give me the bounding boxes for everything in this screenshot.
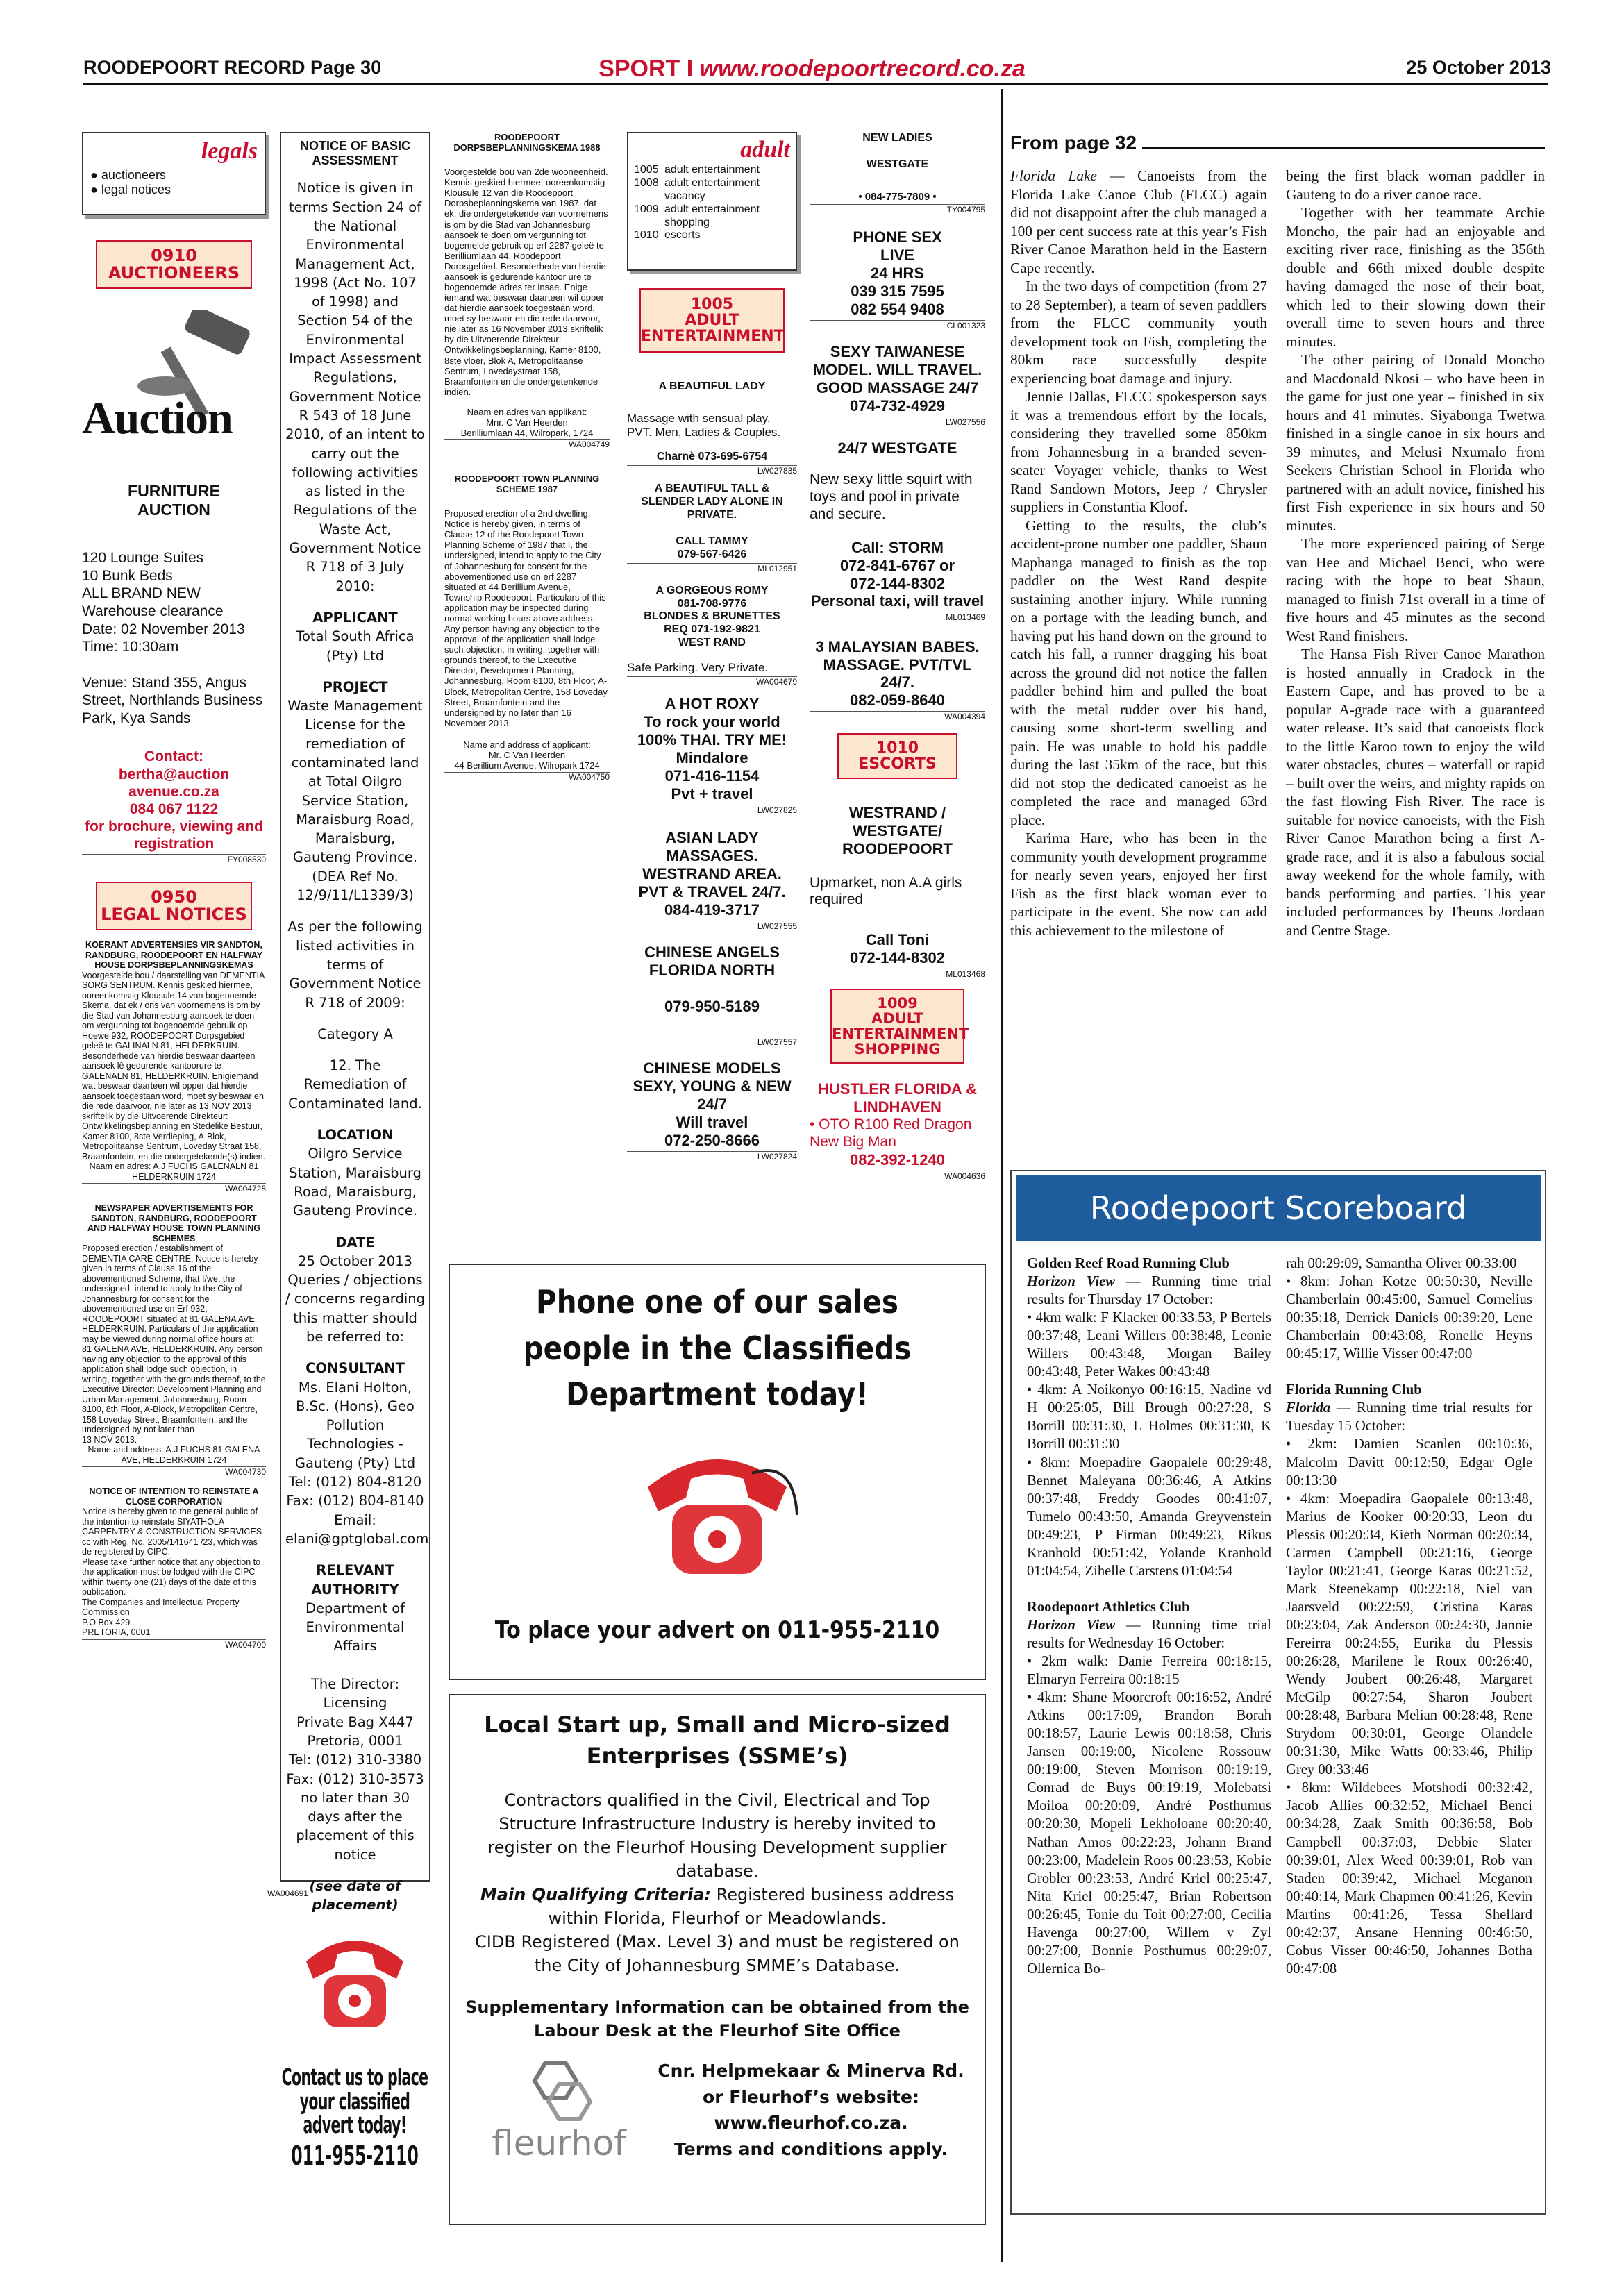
- ad-ref: FY008530: [82, 854, 266, 864]
- telephone-icon: [292, 1920, 417, 2038]
- escorts-heading: 1010 ESCORTS: [837, 733, 957, 779]
- fleurhof-logo-text: fleurhof: [492, 2123, 626, 2164]
- ad-body: Massage with sensual play. PVT. Men, Ladies & Couples.: [627, 412, 781, 439]
- auction-logo-text: Auction: [82, 393, 233, 444]
- ssme-title: Local Start up, Small and Micro-sized Enterprises (SSME’s): [484, 1711, 951, 1769]
- article-paragraph: Together with her teammate Archie Moncho, the pair had an enjoyable and exciting river race, finishing as the 356th double and 66th mixed double despite having damaged the nose of their boat, which led to their slowing down their overall time to seven hours and three minutes.: [1286, 204, 1545, 350]
- ssme-body: Contractors qualified in the Civil, Electrical and Top Structure Infrastructure Industry is hereby invited to register on the Fleurhof Housing Development supplier database.: [487, 1790, 947, 1881]
- shopping-heading: 1009 ADULT ENTERTAINMENT SHOPPING: [830, 989, 964, 1064]
- ssme-supplementary: Supplementary Information can be obtained from the Labour Desk at the Fleurhof Site Office: [465, 1997, 969, 2041]
- adult-title: adult: [740, 137, 790, 162]
- activity-category: Category A: [317, 1025, 393, 1042]
- ad-ref: WA004691: [267, 1888, 308, 1898]
- ad-ref: WA004636: [810, 1171, 985, 1181]
- fleurhof-logo: [465, 2056, 653, 2163]
- ssme-cidb: CIDB Registered (Max. Level 3) and must be registered on the City of Johannesburg SMME’s Database.: [475, 1932, 960, 1976]
- auction-details: 120 Lounge Suites 10 Bunk Beds ALL BRAND NEW Warehouse clearance Date: 02 November 2013 Time: 10:30am Venue: Stand 355, Angus Street, Northlands Business Park, Kya Sands: [82, 550, 263, 726]
- header-rule: [83, 83, 1548, 85]
- adult-entertainment-heading: 1005 ADULT ENTERTAINMENT: [639, 288, 785, 353]
- ssme-address: Cnr. Helpmekaar & Minerva Rd. or Fleurhof’s website: www.fleurhof.co.za. Terms and conditions apply.: [658, 2061, 964, 2159]
- legals-item: ● legal notices: [90, 183, 171, 197]
- classifieds-headline: Phone one of our sales people in the Classifieds Department today!: [523, 1283, 912, 1414]
- article-continued-header: [1010, 132, 1545, 154]
- telephone-icon: [627, 1432, 807, 1584]
- scoreboard-title: Roodepoort Scoreboard: [1016, 1175, 1541, 1241]
- koerant-title: KOERANT ADVERTENSIES VIR SANDTON, RANDBURG, ROODEPOORT EN HALFWAY HOUSE DORPSBEPLANNINGSKEMAS: [85, 940, 263, 970]
- article-paragraph: The Hansa Fish River Canoe Marathon is hosted annually in Cradock in the Eastern Cape, and has proved to be a popular A-grade race with a guaranteed water release. It’s said that canoeists flock to the little Karoo town to enjoy the wild water obstacles, chutes – waterfall or rapid – built over the weirs, and mighty rapids on the fast flowing Fish River. The race is suitable for novice canoeists, with the Fish River Canoe Marathon being a first A-grade race, and it is also a fabulous social away weekend for the whole family, with bands performing and parties. This year included performances by Theuns Jordaan and Centre Stage.: [1286, 646, 1545, 939]
- ad-ref: ML012951: [627, 563, 797, 573]
- ad-block: CHINESE MODELS SEXY, YOUNG & NEW 24/7 Will travel 072-250-8666: [633, 1059, 792, 1149]
- ad-title: A BEAUTIFUL LADY: [658, 380, 766, 393]
- ad-block: CHINESE ANGELS FLORIDA NORTH 079-950-5189: [644, 944, 780, 1015]
- adult-index-item: 1009 adult entertainment shopping: [634, 203, 760, 228]
- adult-index-item: 1005 adult entertainment: [634, 164, 760, 176]
- ad-contact: • 084-775-7809 •: [858, 190, 937, 203]
- scoreboard-column-1: Golden Reef Road Running Club Horizon View — Running time trial results for Thursday 17 October: • 4km walk: F Klacker 00:33.53, P Bertels 00:37:48, Leani Willers 00:38:48, Leonie Willers 00:43:48, Morgan Bailey 00:43:48, Peter Wakes 00:43:48 • 4km: A Noikonyo 00:16:15, Nadine vd H 00:25:05, Bill Brough 00:27:28, S Borrill 00:31:30, L Holmes 00:31:30, K Borrill 00:31:30 • 8km: Moepadire Gaopalele 00:29:48, Bennet Maleyana 00:36:46, A Atkins 00:37:48, Freddy Goodes 00:41:07, Tumelo 00:43:50, Amanda Greyvenstein 00:49:23, P Firman 00:49:23, Rikus Kranhold 00:51:42, Yolande Kranhold 01:04:54, Zihelle Carstens 01:04:54 Roodepoort Athletics Club Horizon View — Running time trial results for Wednesday 16 October: • 2km walk: Danie Ferreira 00:18:15, Elmaryn Ferreira 00:18:15 • 4km: Shane Moorcroft 00:16:52, André Atkins 00:17:09, Brandon Borah 00:18:57, Laurie Lewis 00:18:58, Chris Jansen 00:19:00, Nicolene Rossouw 00:19:00, Steven Morrison 00:19:19, Conrad de Buys 00:19:19, Molebatsi Moiloa 00:20:09, André Posthumus 00:20:30, Mopeli Lekholoane 00:20:40, Nathan Amos 00:22:23, Johann Brand 00:23:00, Madelein Roos 00:23:53, Kobie Grobler 00:23:53, André Kriel 00:25:47, Nita Kriel 00:25:47, Brian Robertson 00:26:45, Tonie du Toit 00:27:00, Cecilia Havenga 00:27:00, Willem v Zyl 00:27:00, Bonnie Posthumus 00:29:07, Ollernica Bo-: [1027, 1256, 1271, 1977]
- ad-ref: WA004728: [82, 1183, 266, 1193]
- project-details: Waste Management License for the remediation of contaminated land at Total Oilgro Service Station, Maraisburg Road, Maraisburg, Gauteng Province. (DEA Ref No. 12/9/11/L1339/3): [287, 698, 423, 904]
- town-planning-applicant: Name and address of applicant: Mr. C Van Heerden 44 Berillium Avenue, Wilropark 1724: [454, 739, 600, 771]
- ad-ref: WA004749: [444, 439, 610, 450]
- from-page-rule: [1142, 147, 1545, 149]
- ad-body: Upmarket, non A.A girls required: [810, 874, 962, 908]
- scoreboard-box: [1010, 1170, 1546, 2215]
- article-paragraph: Florida Lake — Canoeists from the Florida Lake Canoe Club (FLCC) again did not disappoint after the club managed a 100 per cent success rate at this year’s Fish River Canoe Marathon held in the Eastern Cape recently.: [1010, 167, 1267, 276]
- small-phone-ad[interactable]: [274, 1902, 435, 2249]
- ad-ref: LW027557: [627, 1037, 797, 1047]
- ad-title: HUSTLER FLORIDA & LINDHAVEN: [818, 1080, 977, 1116]
- dorpsbeplanning-applicant: Naam en adres van applikant: Mnr. C Van Heerden Berilliumlaan 44, Wilropark, 1724: [460, 406, 594, 439]
- ad-ref: CL001323: [810, 320, 985, 330]
- ad-block: PHONE SEX LIVE 24 HRS 039 315 7595 082 554 9408: [851, 228, 944, 319]
- article-paragraph: Karima Hare, who has been in the community youth development programme for nearly seven years, enjoyed her first Fish as the first black woman ever to participate in the event. She now can add this achievement to the milestone of: [1010, 830, 1267, 939]
- issue-date: 25 October 2013: [1406, 57, 1551, 78]
- koerant-address: Naam en adres: A.J FUCHS GALENALN 81 HELDERKRUIN 1724: [89, 1162, 259, 1182]
- dorpsbeplanning-title: ROODEPOORT DORPSBEPLANNINGSKEMA 1988: [453, 132, 601, 153]
- newspaper-address: Name and address: A.J FUCHS 81 GALENA AVE, HELDERKRUIN 1724: [87, 1445, 260, 1465]
- small-phone-ad-number: 011-955-2110: [291, 2140, 419, 2171]
- ad-ref: LW027835: [627, 465, 797, 476]
- classifieds-phone-ad[interactable]: [449, 1264, 986, 1680]
- ad-contact: Call Toni 072-144-8302: [849, 931, 945, 967]
- ad-ref: LW027555: [627, 921, 797, 931]
- ad-ref: WA004730: [82, 1466, 266, 1477]
- ad-ref: WA004700: [82, 1639, 266, 1650]
- ad-ref: LW027824: [627, 1151, 797, 1162]
- article-paragraph: Getting to the results, the club’s accident-prone number one paddler, Shaun Maphanga managed to finish as the top paddler on the West Rand despite sustaining another injury. While running on a portage with the leading bunch, and having put his hand down on the ground to catch his fall, a runner dragging his boat across the ground did not notice the fallen paddler behind him and pulled the boat with the metal rudder over his hand, causing some short-term swelling and pain. He was unable to hold his paddle during the last 35km of the race, but this did not stop the dedicated canoeist as he completed the race and managed 63rd place.: [1010, 517, 1267, 828]
- ad-block: A BEAUTIFUL TALL & SLENDER LADY ALONE IN PRIVATE. CALL TAMMY 079-567-6426: [641, 483, 783, 560]
- article-column-1: [1010, 167, 1267, 939]
- website-link[interactable]: www.roodepoortrecord.co.za: [699, 56, 1026, 82]
- ssme-criteria: Main Qualifying Criteria: Registered business address within Florida, Fleurhof or Meadowlands.: [480, 1884, 955, 1928]
- dorpsbeplanning-body: Voorgestelde bou van 2de wooneenheid. Kennis geskied hiermee, ooreenkomstig Klousule 12 van die Roodepoort Dorpsbeplanningskema van 1987, dat ek, die ondergetekende van voornemens is om by die Stad van Johannesburg aansoek te doen om vergunning tot bogemelde gebruik op erf 2287 geleë te Berilliumlaan 44, Roodepoort Dorpsgebied. Besonderhede van hierdie aansoek is gedurende kantoor ure te bogenoemde adres ter insae. Enige iemand wat beswaar daarteen wil opper dat hierdie aansoek toegestaan word, moet sy beswaar en die rede daarvoor, nie later as 16 November 2013 skriftelik by die Uitvoerende Direkteur: Ontwikkelingsbeplanning, Kamer 8100, 8ste vloer, Blok A, Metropolitaanse Sentrum, Lovedaystraat 158, Braamfontein en die ondergetenkende indien.: [444, 167, 608, 397]
- authority-details: Department of Environmental Affairs The Director: Licensing Private Bag X447 Pretoria, 0001 Tel: (012) 310-3380 Fax: (012) 310-3573 no later than 30 days after the placement of this notice: [286, 1600, 424, 1863]
- town-planning-title: ROODEPOORT TOWN PLANNING SCHEME 1987: [454, 474, 600, 495]
- ad-ref: LW027825: [627, 805, 797, 815]
- ad-block: A HOT ROXY To rock your world 100% THAI. TRY ME! Mindalore 071-416-1154 Pvt + travel: [637, 695, 787, 803]
- auction-title: FURNITURE AUCTION: [128, 482, 220, 519]
- ad-contact: Charnè 073-695-6754: [656, 451, 768, 463]
- section-header: SPORT I www.roodepoortrecord.co.za: [598, 56, 1026, 82]
- date-heading: DATE: [335, 1234, 375, 1250]
- ad-block: ASIAN LADY MASSAGES. WESTRAND AREA. PVT & TRAVEL 24/7. 084-419-3717: [638, 829, 786, 919]
- article-paragraph: In the two days of competition (from 27 to 28 September), a team of seven paddlers from the FLCC community youth development took on Fish, completing the 80km race successfully despite experiencing boat damage and injury.: [1010, 278, 1267, 387]
- ad-block: A GORGEOUS ROMY 081-708-9776 BLONDES & BRUNETTES REQ 071-192-9821 WEST RAND: [644, 584, 780, 649]
- ssme-ad[interactable]: [449, 1694, 986, 2225]
- activity-remediation: 12. The Remediation of Contaminated land.: [288, 1057, 422, 1112]
- koerant-body: Voorgestelde bou / daarstelling van DEMENTIA SORG SENTRUM. Kennis geskied hiermee, ooreenkomstig Klousule 14 van bogenoemde Skema, dat ek / ons van voornemens is om by die Stad van Johannesburg aansoek te doen om vergunning tot bogenoemde gebruik op Hoewe 932, ROODEPOORT Dorpsgebied geleë te GALINALN 81, HELDERKRUIN. Besonderhede van hierdie beswaar daarteen aansoek lê gedurende kantoorure te GALENALN 81, HELDERKRUIN. Enigiemand wat beswaar daarteen wil opper dat hierdie aansoek toegestaan word, moet sy beswaar en die rede daarvoor, nie later as 13 NOV 2013 skriftelik by die Uitvoerende Direkteur: Ontwikkelingsbeplanning en Stedelike Bestuur, Kamer 8100, 8ste Verdieping, A-Blok, Metropolitaanse Sentrum, Loveday Straat 158, Braamfontein, en die ondergetekende(s) indien.: [82, 970, 266, 1162]
- auction-logo: [82, 310, 266, 449]
- classifieds-number: To place your advert on 011-955-2110: [494, 1616, 940, 1645]
- ad-ref: TY004795: [810, 204, 985, 215]
- ad-contact: 082-392-1240: [849, 1150, 945, 1168]
- town-planning-body: Proposed erection of a 2nd dwelling. Notice is hereby given, in terms of Clause 12 of the Roodepoort Town Planning Scheme of 1987 that I, the undersigned, intend to apply to the City of Johannesburg for consent for the abovementioned use on erf 2287 situated at 44 Berillium Avenue, Township Roodepoort. Particulars of this application may be inspected during normal working hours above address. Any person having any objection to the approval of the application shall lodge such objection, in writing, together with grounds thereof, to the Executive Director, Development Planning, Johannesburg, Room 8100, 8th Floor, A-Block, Metropolitan Centre, 158 Loveday Street, Braamfontein and the undersigned by no later than 16 November 2013.: [444, 508, 608, 728]
- column-legals: [82, 132, 266, 1650]
- consultant-heading: CONSULTANT: [305, 1360, 405, 1377]
- newspaper-title: NEWSPAPER ADVERTISEMENTS FOR SANDTON, RANDBURG, ROODEPOORT AND HALFWAY HOUSE TOWN PLANNING SCHEMES: [87, 1203, 261, 1243]
- intention-title: NOTICE OF INTENTION TO REINSTATE A CLOSE CORPORATION: [89, 1486, 259, 1507]
- adult-index-item: 1008 adult entertainment vacancy: [634, 176, 760, 202]
- notice-title: NOTICE OF BASIC ASSESSMENT: [299, 139, 410, 167]
- column-adult: [627, 132, 797, 1162]
- ad-ref: LW027556: [810, 417, 985, 427]
- ad-title: 24/7 WESTGATE: [837, 439, 957, 458]
- consultant-details: Ms. Elani Holton, B.Sc. (Hons), Geo Pollution Technologies - Gauteng (Pty) Ltd Tel: (012) 804-8120 Fax: (012) 804-8140 Email: elani@gptglobal.com: [285, 1379, 429, 1547]
- authority-heading: RELEVANT AUTHORITY: [311, 1562, 399, 1598]
- adult-index-item: 1010 escorts: [634, 229, 701, 242]
- legals-index-box: [82, 132, 266, 215]
- ad-contact: Call: STORM 072-841-6767 or 072-144-8302 Personal taxi, will travel: [810, 538, 985, 610]
- hexagon-logo-icon: [517, 2056, 601, 2126]
- intention-body: Notice is hereby given to the general public of the intention to reinstate SIYATHOLA CARPENTRY & CONSTRUCTION SERVICES cc with Reg. No. 2005/141641 /23, which was de-registered by CIPC. Please take further notice that any objection to the application must be lodged with the CIPC within twenty one (21) days of the date of this publication. The Companies and Intellectual Property Commission P.O Box 429 PRETORIA, 0001: [82, 1507, 262, 1638]
- ad-note: Safe Parking. Very Private.: [627, 661, 769, 675]
- auctioneers-heading: 0910 AUCTIONEERS: [96, 240, 252, 289]
- scoreboard-column-2: rah 00:29:09, Samantha Oliver 00:33:00 • 8km: Johan Kotze 00:50:30, Neville Chamberlain 00:45:00, Samuel Cornelius 00:35:18, Derrick Daniels 00:39:20, Lene Chamberlain 00:43:08, Ronelle Heyns 00:45:17, Willie Visser 00:47:00 Florida Running Club Florida — Running time trial results for Tuesday 15 October: • 2km: Damien Scanlen 00:10:36, Malcolm Davitt 00:12:50, Edgar Ogle 00:13:30 • 4km: Moepadira Gaopalele 00:13:48, Marius de Kooker 00:20:33, Leon du Plessis 00:20:34, Kieth Norman 00:20:34, Carmen Campbell 00:21:16, George Taylor 00:21:41, George Karas 00:21:52, Mark Steenekamp 00:22:18, Niel van Jaarsveld 00:22:59, Cristina Karas 00:23:04, Zak Anderson 00:24:30, Jannie Fereirra 00:24:55, Eurika du Plessis 00:26:28, Marilene le Roux 00:26:40, Wendy Joubert 00:26:48, Margaret McGilp 00:27:54, Sharon Joubert 00:28:48, Barbara Melian 00:28:48, Rene Strydom 00:30:01, George Olandele 00:31:30, Mike Watts 00:33:46, Philip Grey 00:33:46 • 8km: Wildebees Motshodi 00:32:42, Jacob Allies 00:32:52, Michael Benci 00:34:28, Zaak Smith 00:36:58, Bob Campbell 00:37:03, Debbie Slater 00:39:01, Alex Weed 00:39:01, Rob van Staden 00:39:42, Michael Meganon 00:40:14, Mark Chapmen 00:41:26, Kevin Martins 00:41:26, Tessa Shellard 00:42:37, Ansane Henning 00:46:50, Cobus Visser 00:46:50, Johannes Botha 00:47:08: [1286, 1256, 1532, 1977]
- ad-ref: ML013469: [810, 612, 985, 622]
- ad-title: WESTRAND / WESTGATE/ ROODEPOORT: [842, 803, 953, 857]
- ad-block: SEXY TAIWANESE MODEL. WILL TRAVEL. GOOD MASSAGE 24/7 074-732-4929: [812, 343, 982, 415]
- article-column-2: [1286, 167, 1545, 939]
- newspaper-body: Proposed erection / establishment of DEMENTIA CARE CENTRE. Notice is hereby given in terms of Clause 16 of the abovementioned Scheme, that I/we, the undersigned, intend to apply to the City of Johannesburg for consent for the abovementioned use on Erf 932, ROODEPOORT situated at 81 GALENA AVE, HELDERKRUIN. Particulars of the application may be viewed during normal office hours at: 81 GALENA AVE, HELDERKRUIN. Any person having any objection to the approval of this application shall lodge such objection, in writing, together with the grounds thereof, to the Executive Director: Development Planning and Urban Management, Johannesburg, Room 8100, 8th Floor, A-Block, Metropolitan Centre, 158 Loveday Street, Braamfontein, and the undersigned by not later than 13 NOV 2013.: [82, 1243, 266, 1445]
- ad-ref: WA004750: [444, 772, 610, 782]
- legals-title: legals: [201, 138, 258, 164]
- applicant-heading: APPLICANT: [312, 609, 398, 626]
- notice-intro: Notice is given in terms Section 24 of the National Environmental Management Act, 1998 (Act No. 107 of 1998) and Section 54 of the Environmental Impact Assessment Regulations, Government Notice R 543 of 18 June 2010, of an intent to carry out the following activities as listed in the Regulations of the Waste Act, Government Notice R 718 of 3 July 2010:: [285, 180, 425, 594]
- small-phone-ad-text: Contact us to place your classified advert today!: [281, 2063, 428, 2139]
- project-heading: PROJECT: [322, 678, 388, 695]
- ad-ref: ML013468: [810, 969, 985, 979]
- applicant-name: Total South Africa (Pty) Ltd: [296, 628, 415, 664]
- date-details: 25 October 2013 Queries / objections / concerns regarding this matter should be referred to:: [285, 1252, 426, 1345]
- column-divider: [1001, 89, 1003, 2262]
- column-planning: [444, 132, 610, 782]
- ad-block: 3 MALAYSIAN BABES. MASSAGE. PVT/TVL 24/7. 082-059-8640: [815, 637, 980, 710]
- article-paragraph: The more experienced pairing of Serge van Hee and Michael Benci, who were racing with the hope to beat Shaun, managed to finish 71st overall in a time of five hours and 45 minutes as the second West Rand finishers.: [1286, 535, 1545, 644]
- ad-ref: WA004679: [627, 676, 797, 687]
- legal-notices-heading: 0950 LEGAL NOTICES: [96, 882, 252, 930]
- newspaper-name: ROODEPOORT RECORD Page 30: [83, 57, 382, 78]
- article-paragraph: The other pairing of Donald Moncho and Macdonald Nkosi – who have been in the game for just one year – finished in six hours and 41 minutes. Siyabonga Twetwa finished in a single canoe in six hours and 39 minutes, and Melusi Nxumalo from Seekers Christian School in Florida who partnered with an adult novice, finished his first Fish experience in six hours and 50 minutes.: [1286, 351, 1545, 534]
- listed-activities: As per the following listed activities in terms of Government Notice R 718 of 2009:: [287, 919, 423, 1011]
- ad-body: New sexy little squirt with toys and pool in private and secure.: [810, 471, 973, 522]
- from-page-label: From page 32: [1010, 132, 1137, 153]
- ad-ref: WA004394: [810, 711, 985, 721]
- location-heading: LOCATION: [317, 1127, 394, 1143]
- article-paragraph: being the first black woman paddler in Gauteng to do a river canoe race.: [1286, 167, 1545, 203]
- ad-title: NEW LADIES WESTGATE: [862, 132, 932, 170]
- adult-index-box: [627, 132, 797, 271]
- location-details: Oilgro Service Station, Maraisburg Road, Maraisburg, Gauteng Province.: [289, 1146, 421, 1219]
- column-adult-2: [810, 132, 985, 1181]
- ad-body: • OTO R100 Red Dragon New Big Man: [810, 1116, 972, 1150]
- legals-item: ● auctioneers: [90, 168, 166, 183]
- notice-footer: (see date of placement): [309, 1878, 401, 1913]
- auction-contact: Contact: bertha@auction avenue.co.za 084 067 1122 for brochure, viewing and registration: [85, 748, 263, 853]
- article-paragraph: Jennie Dallas, FLCC spokesperson says it was a tremendous effort by the locals, considering they travelled some 850km from Johannesburg in a branded seven-seater Voyager vehicle, thanks to West Rand Sandown Motors, Jeep / Chrysler suppliers in Constantia Kloof.: [1010, 388, 1267, 515]
